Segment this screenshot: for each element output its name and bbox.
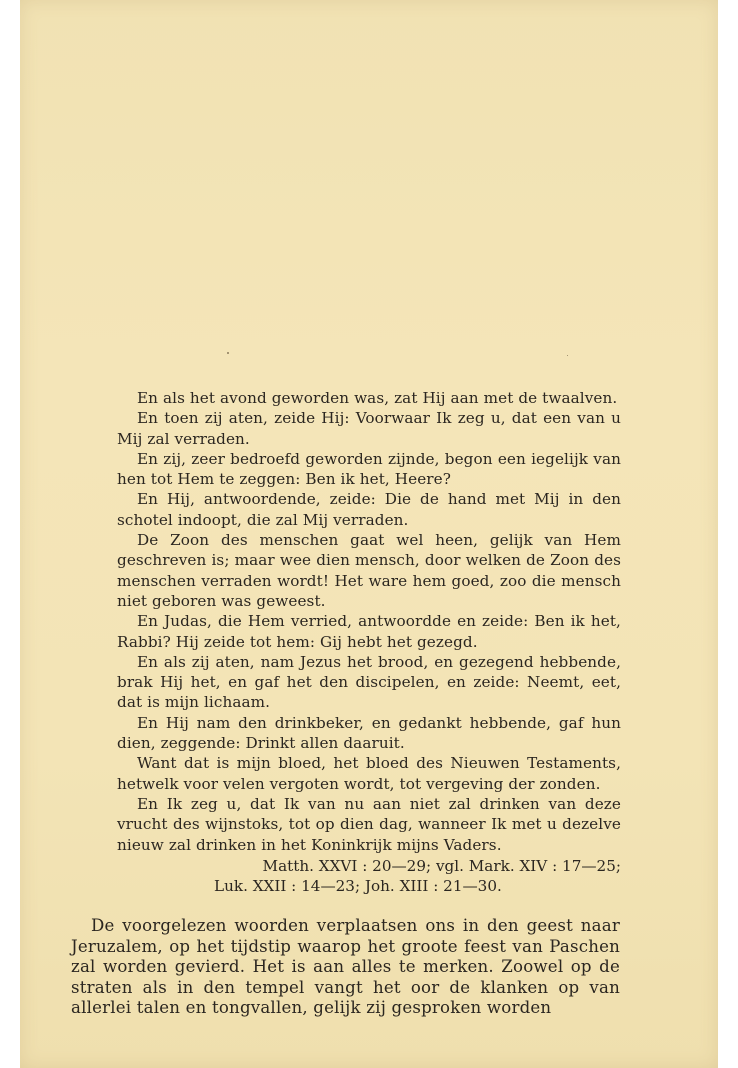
sermon-paragraph: De voorgelezen woorden verplaatsen ons in den geest naar Jeruzalem, op het tijdstip waarop het groote feest van Paschen zal worden gevierd. Het is aan alles te merken. Zoowel op de straten als in den tempel vangt het oor de klanken op van allerlei talen en tongvallen, gelijk zij gesproken worden bbox=[71, 916, 620, 1018]
paper-speck bbox=[227, 352, 229, 354]
reference-line: Matth. XXVI : 20—29; vgl. Mark. XIV : 17—25; bbox=[262, 857, 621, 875]
sermon-text bbox=[71, 916, 620, 1019]
scripture-passage bbox=[117, 388, 621, 855]
verse-paragraph: De Zoon des menschen gaat wel heen, gelijk van Hem geschreven is; maar wee dien mensch, door welken de Zoon des menschen verraden wordt! Het ware hem goed, zoo die mensch niet geboren was geweest. bbox=[117, 531, 621, 610]
verse-paragraph: En Judas, die Hem verried, antwoordde en zeide: Ben ik het, Rabbi? Hij zeide tot hem: Gij hebt het gezegd. bbox=[117, 612, 621, 651]
scan-margin-left bbox=[0, 0, 20, 1068]
verse-paragraph: En Hij nam den drinkbeker, en gedankt hebbende, gaf hun dien, zeggende: Drinkt allen daaruit. bbox=[117, 713, 621, 753]
verse-paragraph: En als het avond geworden was, zat Hij aan met de twaalven. bbox=[137, 389, 618, 407]
scan-margin-right bbox=[718, 0, 738, 1068]
verse-paragraph: En Hij, antwoordende, zeide: Die de hand met Mij in den schotel indoopt, die zal Mij verraden. bbox=[117, 490, 621, 529]
paper-speck bbox=[567, 355, 568, 356]
verse-paragraph: En Ik zeg u, dat Ik van nu aan niet zal drinken van deze vrucht des wijnstoks, tot op dien dag, wanneer Ik met u dezelve nieuw zal drinken in het Koninkrijk mijns Vaders. bbox=[117, 794, 621, 854]
verse-paragraph: En als zij aten, nam Jezus het brood, en gezegend hebbende, brak Hij het, en gaf het den discipelen, en zeide: Neemt, eet, dat is mijn lichaam. bbox=[117, 652, 621, 712]
scripture-references bbox=[117, 856, 621, 897]
verse-paragraph: Want dat is mijn bloed, het bloed des Nieuwen Testaments, hetwelk voor velen vergoten wordt, tot vergeving der zonden. bbox=[117, 754, 621, 793]
verse-paragraph: En zij, zeer bedroefd geworden zijnde, begon een iegelijk van hen tot Hem te zeggen: Ben ik het, Heere? bbox=[117, 449, 621, 489]
reference-line: Luk. XXII : 14—23; Joh. XIII : 21—30. bbox=[214, 877, 502, 896]
verse-paragraph: En toen zij aten, zeide Hij: Voorwaar Ik zeg u, dat een van u Mij zal verraden. bbox=[117, 409, 621, 448]
